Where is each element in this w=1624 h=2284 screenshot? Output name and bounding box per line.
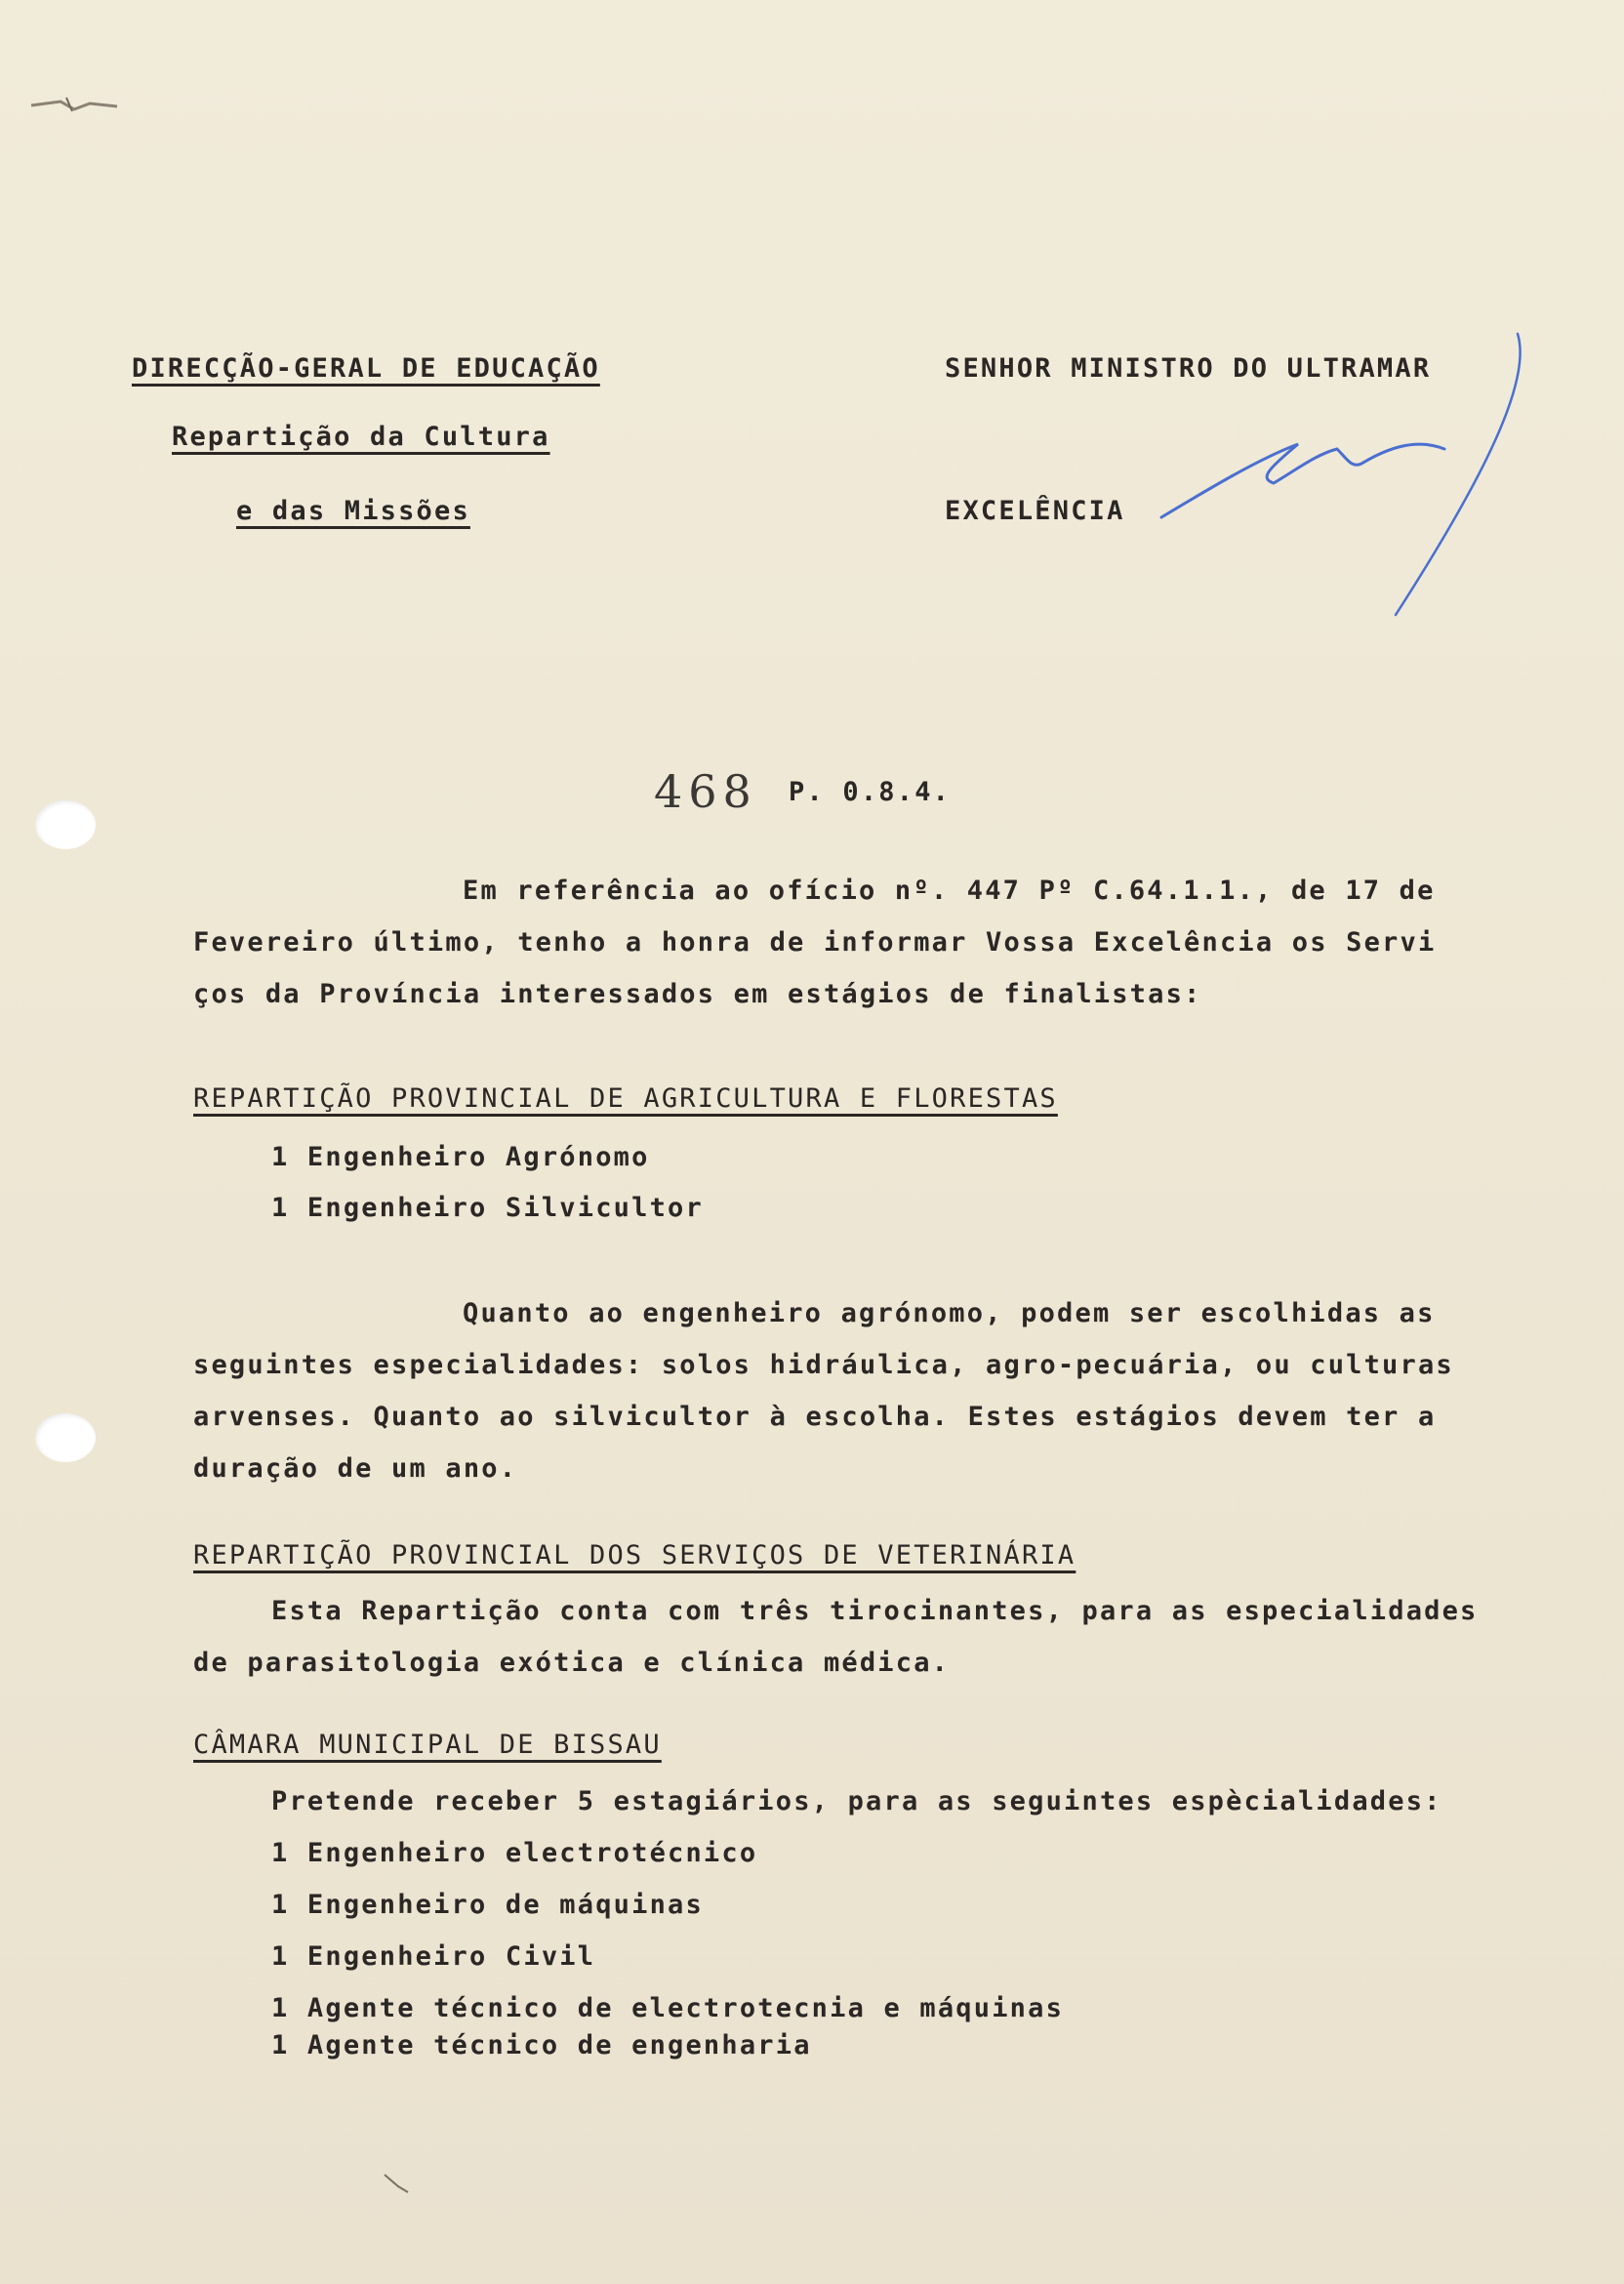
bissau-item: 1 Engenheiro electrotécnico [271,1838,758,1868]
intro-line-2: Fevereiro último, tenho a honra de informar Vossa Excelência os Servi [193,927,1437,958]
agriculture-item: 1 Engenheiro Silvicultor [271,1193,704,1223]
agriculture-para-line-2: seguintes especialidades: solos hidráulica, agro-pecuária, ou culturas [193,1350,1454,1380]
bissau-item: 1 Agente técnico de electrotecnia e máquinas [271,1993,1065,2023]
agriculture-para-line-4: duração de um ano. [193,1453,518,1484]
addressee: SENHOR MINISTRO DO ULTRAMAR [945,353,1432,384]
agriculture-item: 1 Engenheiro Agrónomo [271,1142,650,1172]
process-code: P. 0.8.4. [789,777,952,807]
header-directorate: DIRECÇÃO-GERAL DE EDUCAÇÃO [132,353,600,384]
agriculture-para-line-1: Quanto ao engenheiro agrónomo, podem ser escolhidas as [463,1298,1436,1328]
bissau-item: 1 Agente técnico de engenharia [271,2030,812,2060]
bissau-intro: Pretende receber 5 estagiários, para as seguintes espècialidades: [271,1786,1442,1816]
paper-clip-mark [27,90,121,119]
handwritten-signature [1152,322,1542,634]
salutation: EXCELÊNCIA [945,496,1125,526]
section-veterinary-heading: REPARTIÇÃO PROVINCIAL DOS SERVIÇOS DE VETERINÁRIA [193,1540,1076,1570]
section-bissau-heading: CÂMARA MUNICIPAL DE BISSAU [193,1730,662,1760]
reference-number: 468 [654,765,757,818]
intro-line-1: Em referência ao ofício nº. 447 Pº C.64.1.1., de 17 de [463,876,1436,906]
agriculture-para-line-3: arvenses. Quanto ao silvicultor à escolha. Estes estágios devem ter a [193,1402,1437,1432]
punch-hole-top [35,800,96,849]
header-missions: e das Missões [236,496,470,526]
veterinary-line-1: Esta Repartição conta com três tirocinantes, para as especialidades [271,1596,1479,1626]
bissau-item: 1 Engenheiro Civil [271,1941,596,1972]
punch-hole-bottom [35,1413,96,1462]
header-department: Repartição da Cultura [172,422,550,452]
intro-line-3: ços da Província interessados em estágios de finalistas: [193,979,1202,1009]
bissau-item: 1 Engenheiro de máquinas [271,1890,704,1920]
stray-ink-mark [379,2169,418,2198]
section-agriculture-heading: REPARTIÇÃO PROVINCIAL DE AGRICULTURA E FLORESTAS [193,1083,1058,1114]
veterinary-line-2: de parasitologia exótica e clínica médica. [193,1648,951,1678]
